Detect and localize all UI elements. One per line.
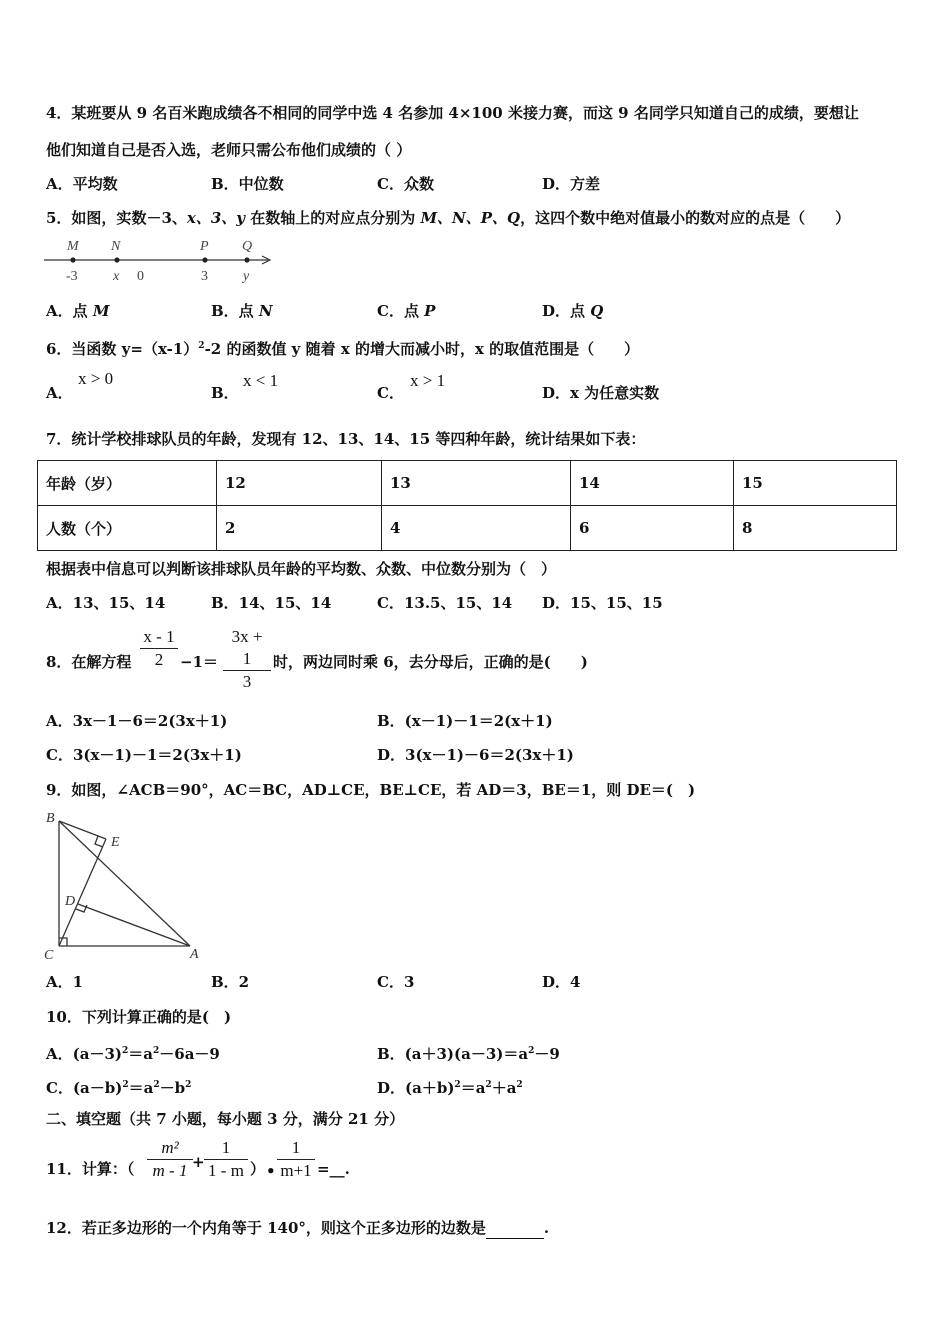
label-d: D: [65, 894, 76, 909]
segment-ad: [78, 904, 190, 946]
answer-blank: [486, 1218, 544, 1239]
q10-option-c: C．$(a-b)^2=a^2-b^2$: [46, 1079, 192, 1097]
table-cell: 4: [382, 506, 571, 551]
q11-close: ）: [250, 1160, 266, 1178]
q4-line1: 4．某班要从 9 名百米跑成绩各不相同的同学中选 4 名参加 4×100 米接力赛，而这 9 名同学只知道自己的成绩，要想让: [46, 104, 859, 122]
q8-suffix: 时，两边同时乘 6，去分母后，正确的是( ): [273, 653, 588, 671]
q11-fraction-3: [277, 1137, 315, 1182]
q9-option-b: B．2: [211, 973, 250, 991]
label-p: P: [200, 239, 209, 254]
tick-y: y: [243, 269, 250, 284]
q7-stem: 7．统计学校排球队员的年龄，发现有 12、13、14、15 等四种年龄，统计结果如下表：: [46, 430, 646, 448]
table-cell: 2: [217, 506, 382, 551]
q12-stem: 12．若正多边形的一个内角等于 140°，则这个正多边形的边数是 .: [46, 1219, 550, 1237]
q7-option-b: B．14、15、14: [211, 594, 332, 612]
q5-option-a: A．点 M: [46, 302, 110, 320]
triangle-figure: [40, 806, 210, 964]
fraction-denominator: 3: [242, 672, 252, 691]
q6-option-c-math: x > 1: [410, 371, 446, 390]
q7-option-d: D．15、15、15: [542, 594, 663, 612]
q4-option-d: D．方差: [542, 175, 601, 193]
q8-fraction-1: [140, 626, 178, 671]
q10-option-d: D．$(a+b)^2=a^2+a^2$: [377, 1079, 523, 1097]
q4-option-c: C．众数: [377, 175, 434, 193]
label-b: B: [46, 811, 55, 826]
q9-option-a: A．1: [46, 973, 84, 991]
q8-option-b: B．(x－1)－1＝2(x＋1): [377, 712, 553, 730]
segment-ce: [59, 839, 106, 946]
table-cell: 6: [571, 506, 734, 551]
q7-option-a: A．13、15、14: [46, 594, 166, 612]
label-e: E: [111, 835, 120, 850]
segment-be: [59, 821, 106, 839]
q4-option-a: A．平均数: [46, 175, 118, 193]
q5-option-c: C．点 P: [377, 302, 436, 320]
table-row: [38, 506, 897, 551]
q8-option-d: D．3(x－1)－6＝2(3x＋1): [377, 746, 574, 764]
table-cell: 8: [734, 506, 897, 551]
fraction-denominator: 2: [154, 650, 164, 669]
q6-option-d: D．x 为任意实数: [542, 384, 660, 402]
q8-fraction-2: [223, 626, 271, 693]
q6-stem: 6．当函数 $y=(x-1)^2-2$ 的函数值 y 随着 x 的增大而减小时，x 的取值范围是（ ）: [46, 340, 640, 358]
q8-prefix: 8．在解方程: [46, 653, 132, 671]
fraction-numerator: x - 1: [140, 626, 178, 649]
tick-neg3: -3: [66, 269, 78, 284]
tick-x: x: [113, 269, 120, 284]
tick-0: 0: [137, 269, 144, 284]
fraction-numerator: m²: [147, 1137, 193, 1160]
q6-option-c-label: C．: [377, 384, 404, 402]
table-cell: 年龄（岁）: [38, 461, 217, 506]
q9-option-c: C．3: [377, 973, 415, 991]
label-a: A: [190, 947, 199, 962]
q6-option-b-math: x < 1: [243, 371, 279, 390]
q11-suffix: =__.: [317, 1160, 350, 1178]
age-table: [37, 460, 897, 551]
label-c: C: [44, 948, 54, 963]
fraction-denominator: 1 - m: [208, 1161, 244, 1180]
q11-fraction-1: [147, 1137, 193, 1182]
q8-middle: −1＝: [180, 653, 219, 671]
table-row: [38, 461, 897, 506]
q5-option-b: B．点 N: [211, 302, 273, 320]
table-cell: 15: [734, 461, 897, 506]
fraction-numerator: 1: [277, 1137, 315, 1160]
q6-option-b-label: B．: [211, 384, 239, 402]
section-heading: 二、填空题（共 7 小题，每小题 3 分，满分 21 分）: [46, 1110, 405, 1128]
label-m: M: [67, 239, 79, 254]
q6-option-a-math: x > 0: [78, 369, 114, 388]
number-line-figure: [40, 236, 280, 286]
q7-question: 根据表中信息可以判断该排球队员年龄的平均数、众数、中位数分别为（ ）: [46, 560, 557, 578]
table-cell: 13: [382, 461, 571, 506]
right-angle-d: [76, 905, 87, 912]
segment-ba: [59, 821, 190, 946]
q10-stem: 10．下列计算正确的是( ): [46, 1008, 232, 1026]
fraction-numerator: 1: [204, 1137, 248, 1160]
q5-option-d: D．点 Q: [542, 302, 604, 320]
q11-plus: +: [192, 1153, 205, 1171]
point-p: [202, 257, 207, 262]
q10-option-a: A．$(a-3)^2=a^2-6a-9$: [46, 1045, 220, 1063]
q5-stem: 5．如图，实数－3、x、3、y 在数轴上的对应点分别为 M、N、P、Q，这四个数中绝对值最小的数对应的点是（ ）: [46, 209, 851, 227]
q4-line2: 他们知道自己是否入选，老师只需公布他们成绩的（ ）: [46, 141, 412, 159]
table-cell: 14: [571, 461, 734, 506]
q9-option-d: D．4: [542, 973, 581, 991]
point-q: [244, 257, 249, 262]
fraction-denominator: m+1: [280, 1161, 312, 1180]
q10-option-b: B．$(a+3)(a-3)=a^2-9$: [377, 1045, 560, 1063]
q11-dot: •: [266, 1162, 276, 1180]
q7-option-c: C．13.5、15、14: [377, 594, 513, 612]
q6-option-a-label: A．: [46, 384, 73, 402]
q11-fraction-2: [204, 1137, 248, 1182]
point-n: [114, 257, 119, 262]
label-q: Q: [242, 239, 253, 254]
label-n: N: [111, 239, 121, 254]
fraction-denominator: m - 1: [152, 1161, 188, 1180]
table-cell: 人数（个）: [38, 506, 217, 551]
q4-option-b: B．中位数: [211, 175, 284, 193]
fraction-numerator: 3x + 1: [223, 626, 271, 671]
q11-prefix: 11．计算：（: [46, 1160, 135, 1178]
tick-3: 3: [201, 269, 208, 284]
q8-option-c: C．3(x－1)－1＝2(3x＋1): [46, 746, 242, 764]
table-cell: 12: [217, 461, 382, 506]
point-m: [70, 257, 75, 262]
q9-stem: 9．如图，∠ACB＝90°，AC＝BC，AD⊥CE，BE⊥CE，若 AD＝3，BE＝1，则 DE＝( ): [46, 781, 696, 799]
q8-option-a: A．3x－1－6＝2(3x＋1): [46, 712, 228, 730]
